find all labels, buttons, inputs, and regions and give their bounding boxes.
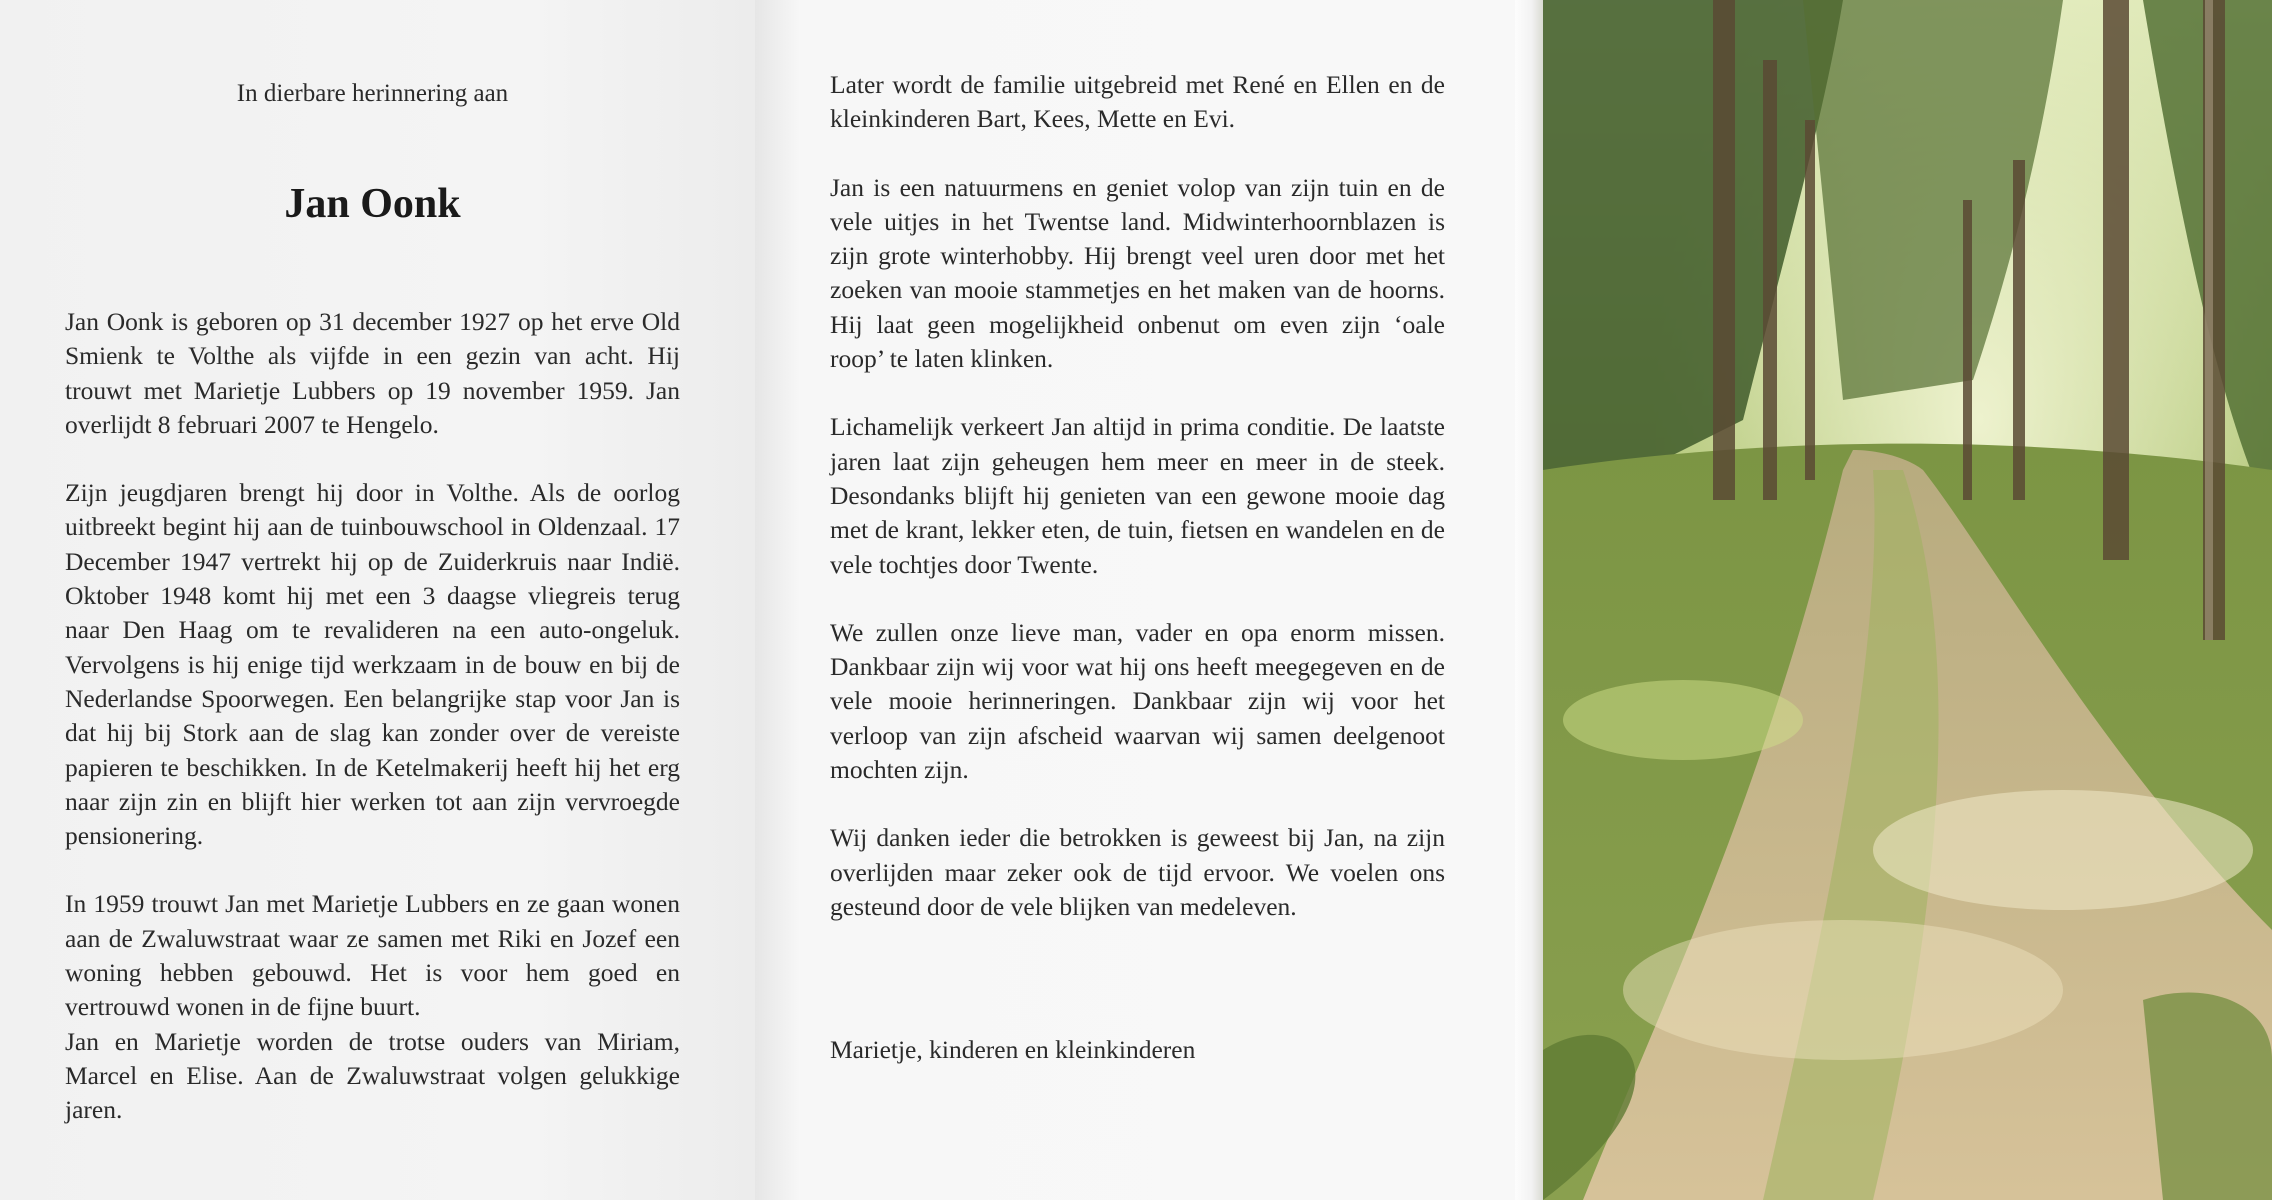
paragraph: Wij danken ieder die betrokken is geweest bij Jan, na zijn overlijden maar zeker ook de tijd ervoor. We voelen ons gesteund door de vele blijken van medeleven. — [830, 823, 1445, 921]
deceased-name: Jan Oonk — [284, 181, 461, 227]
paragraph: In 1959 trouwt Jan met Marietje Lubbers en ze gaan wonen aan de Zwaluwstraat waar ze samen met Riki en Jozef een woning hebben gebouwd. Het is voor hem goed en vertrouwd wonen in de fijne buurt. — [65, 889, 680, 1022]
signature: Marietje, kinderen en kleinkinderen — [830, 1035, 1196, 1064]
forest-illustration — [1543, 0, 2272, 1200]
paragraph: Later wordt de familie uitgebreid met René en Ellen en de kleinkinderen Bart, Kees, Mette en Evi. — [830, 70, 1445, 134]
card-fold — [1515, 0, 1543, 1200]
paragraph: Lichamelijk verkeert Jan altijd in prima conditie. De laatste jaren laat zijn geheugen hem meer en meer in de steek. Desondanks blijft hij genieten van een gewone mooie dag met de krant, lekker eten, de tuin, fietsen en wandelen en de vele tochtjes door Twente. — [830, 412, 1445, 579]
biography-right-column — [830, 68, 1445, 924]
paragraph: Jan Oonk is geboren op 31 december 1927 op het erve Old Smienk te Volthe als vijfde in een gezin van acht. Hij trouwt met Marietje Lubbers op 19 november 1959. Jan overlijdt 8 februari 2007 te Hengelo. — [65, 307, 680, 439]
intro-line: In dierbare herinnering aan — [236, 80, 509, 107]
paragraph: Jan is een natuurmens en geniet volop van zijn tuin en de vele uitjes in het Twentse land. Midwinterhoornblazen is zijn grote winterhobby. Hij brengt veel uren door met het zoeken van mooie stammetjes en het maken van de hoorns. Hij laat geen mogelijkheid onbenut om even zijn ‘oale roop’ te laten klinken. — [830, 172, 1445, 374]
paragraph: We zullen onze lieve man, vader en opa enorm missen. Dankbaar zijn wij voor wat hij ons heeft meegegeven en de vele mooie herinneringen. Dankbaar zijn wij voor het verloop van zijn afscheid waarvan wij samen deelgenoot mochten zijn. — [830, 617, 1445, 785]
paragraph: Zijn jeugdjaren brengt hij door in Volthe. Als de oorlog uitbreekt begint hij aan de tuinbouwschool in Oldenzaal. 17 December 1947 vertrekt hij op de Zuiderkruis naar Indië. Oktober 1948 komt hij met een 3 daagse vliegreis terug naar Den Haag om te revalideren na een auto-ongeluk. Vervolgens is hij enige tijd werkzaam in de bouw en bij de Nederlandse Spoorwegen. Een belangrijke stap voor Jan is dat hij bij Stork aan de slag kan zonder over de vereiste papieren te beschikken. In de Ketelmakerij heeft hij het erg naar zijn zin en blijft hier werken tot aan zijn vervroegde pensionering. — [65, 478, 680, 851]
forest-path-photo — [1543, 0, 2272, 1200]
biography-left-column — [65, 305, 680, 1128]
paragraph: Jan en Marietje worden de trotse ouders van Miriam, Marcel en Elise. Aan de Zwaluwstraat volgen gelukkige jaren. — [65, 1026, 680, 1125]
